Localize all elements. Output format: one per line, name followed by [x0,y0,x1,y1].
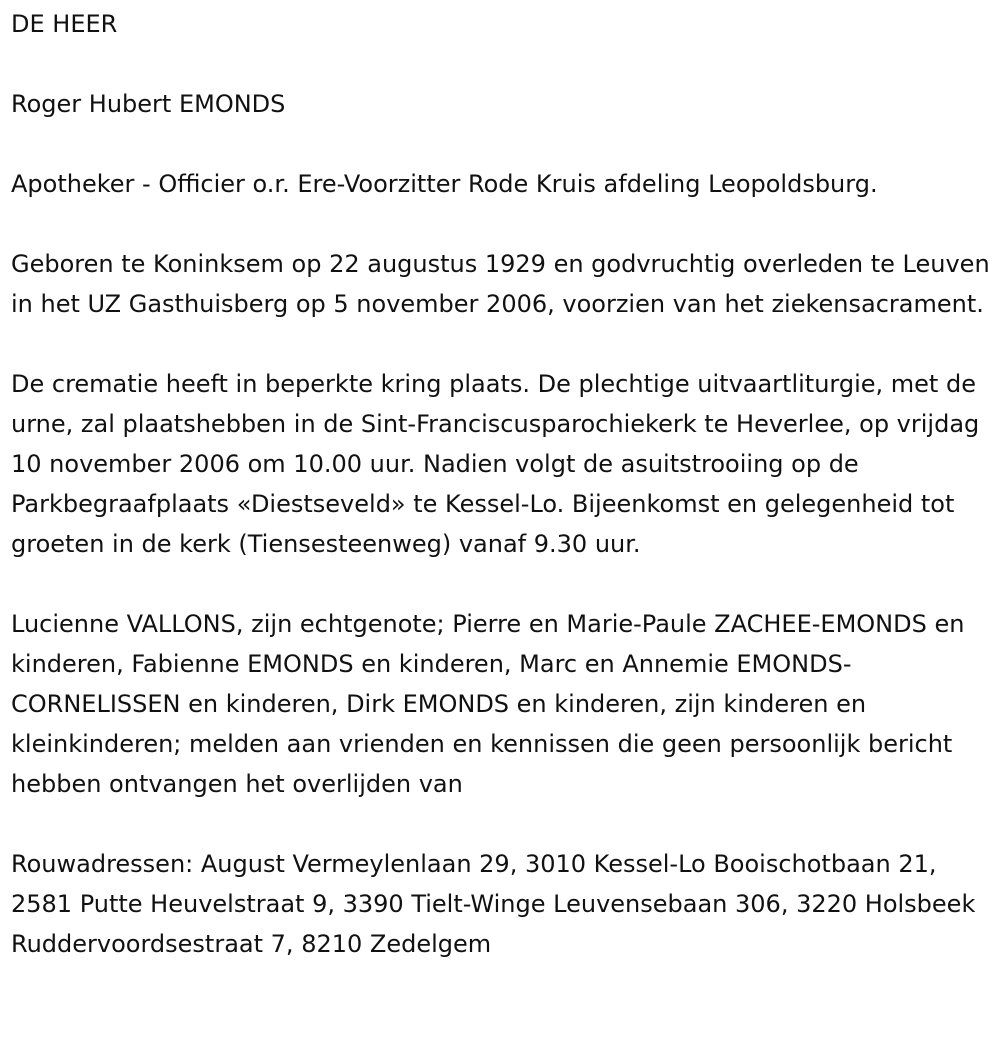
obituary-notice [11,4,995,964]
ceremony-paragraph: De crematie heeft in beperkte kring plaats. De plechtige uitvaartliturgie, met de urne, zal plaatshebben in de Sint-Franciscusparochiekerk te Heverlee, op vrijdag 10 november 2006 om 10.00 uur. Nadien volgt de asuitstrooiing op de Parkbegraafplaats «Diestseveld» te Kessel-Lo. Bijeenkomst en gelegenheid tot groeten in de kerk (Tiensesteenweg) vanaf 9.30 uur. [11,370,980,558]
deceased-name: Roger Hubert EMONDS [11,90,286,118]
addresses-paragraph: Rouwadressen: August Vermeylenlaan 29, 3010 Kessel-Lo Booischotbaan 21, 2581 Putte Heuvelstraat 9, 3390 Tielt-Winge Leuvensebaan 306, 3220 Holsbeek Ruddervoordsestraat 7, 8210 Zedelgem [11,850,976,958]
birth-death-paragraph: Geboren te Koninksem op 22 augustus 1929 en godvruchtig overleden te Leuven in het UZ Gasthuisberg op 5 november 2006, voorzien van het ziekensacrament. [11,250,990,318]
salutation: DE HEER [11,10,118,38]
titles: Apotheker - Officier o.r. Ere-Voorzitter Rode Kruis afdeling Leopoldsburg. [11,170,878,198]
family-paragraph: Lucienne VALLONS, zijn echtgenote; Pierre en Marie-Paule ZACHEE-EMONDS en kinderen, Fabienne EMONDS en kinderen, Marc en Annemie EMONDS-CORNELISSEN en kinderen, Dirk EMONDS en kinderen, zijn kinderen en kleinkinderen; melden aan vrienden en kennissen die geen persoonlijk bericht hebben ontvangen het overlijden van [11,610,965,798]
